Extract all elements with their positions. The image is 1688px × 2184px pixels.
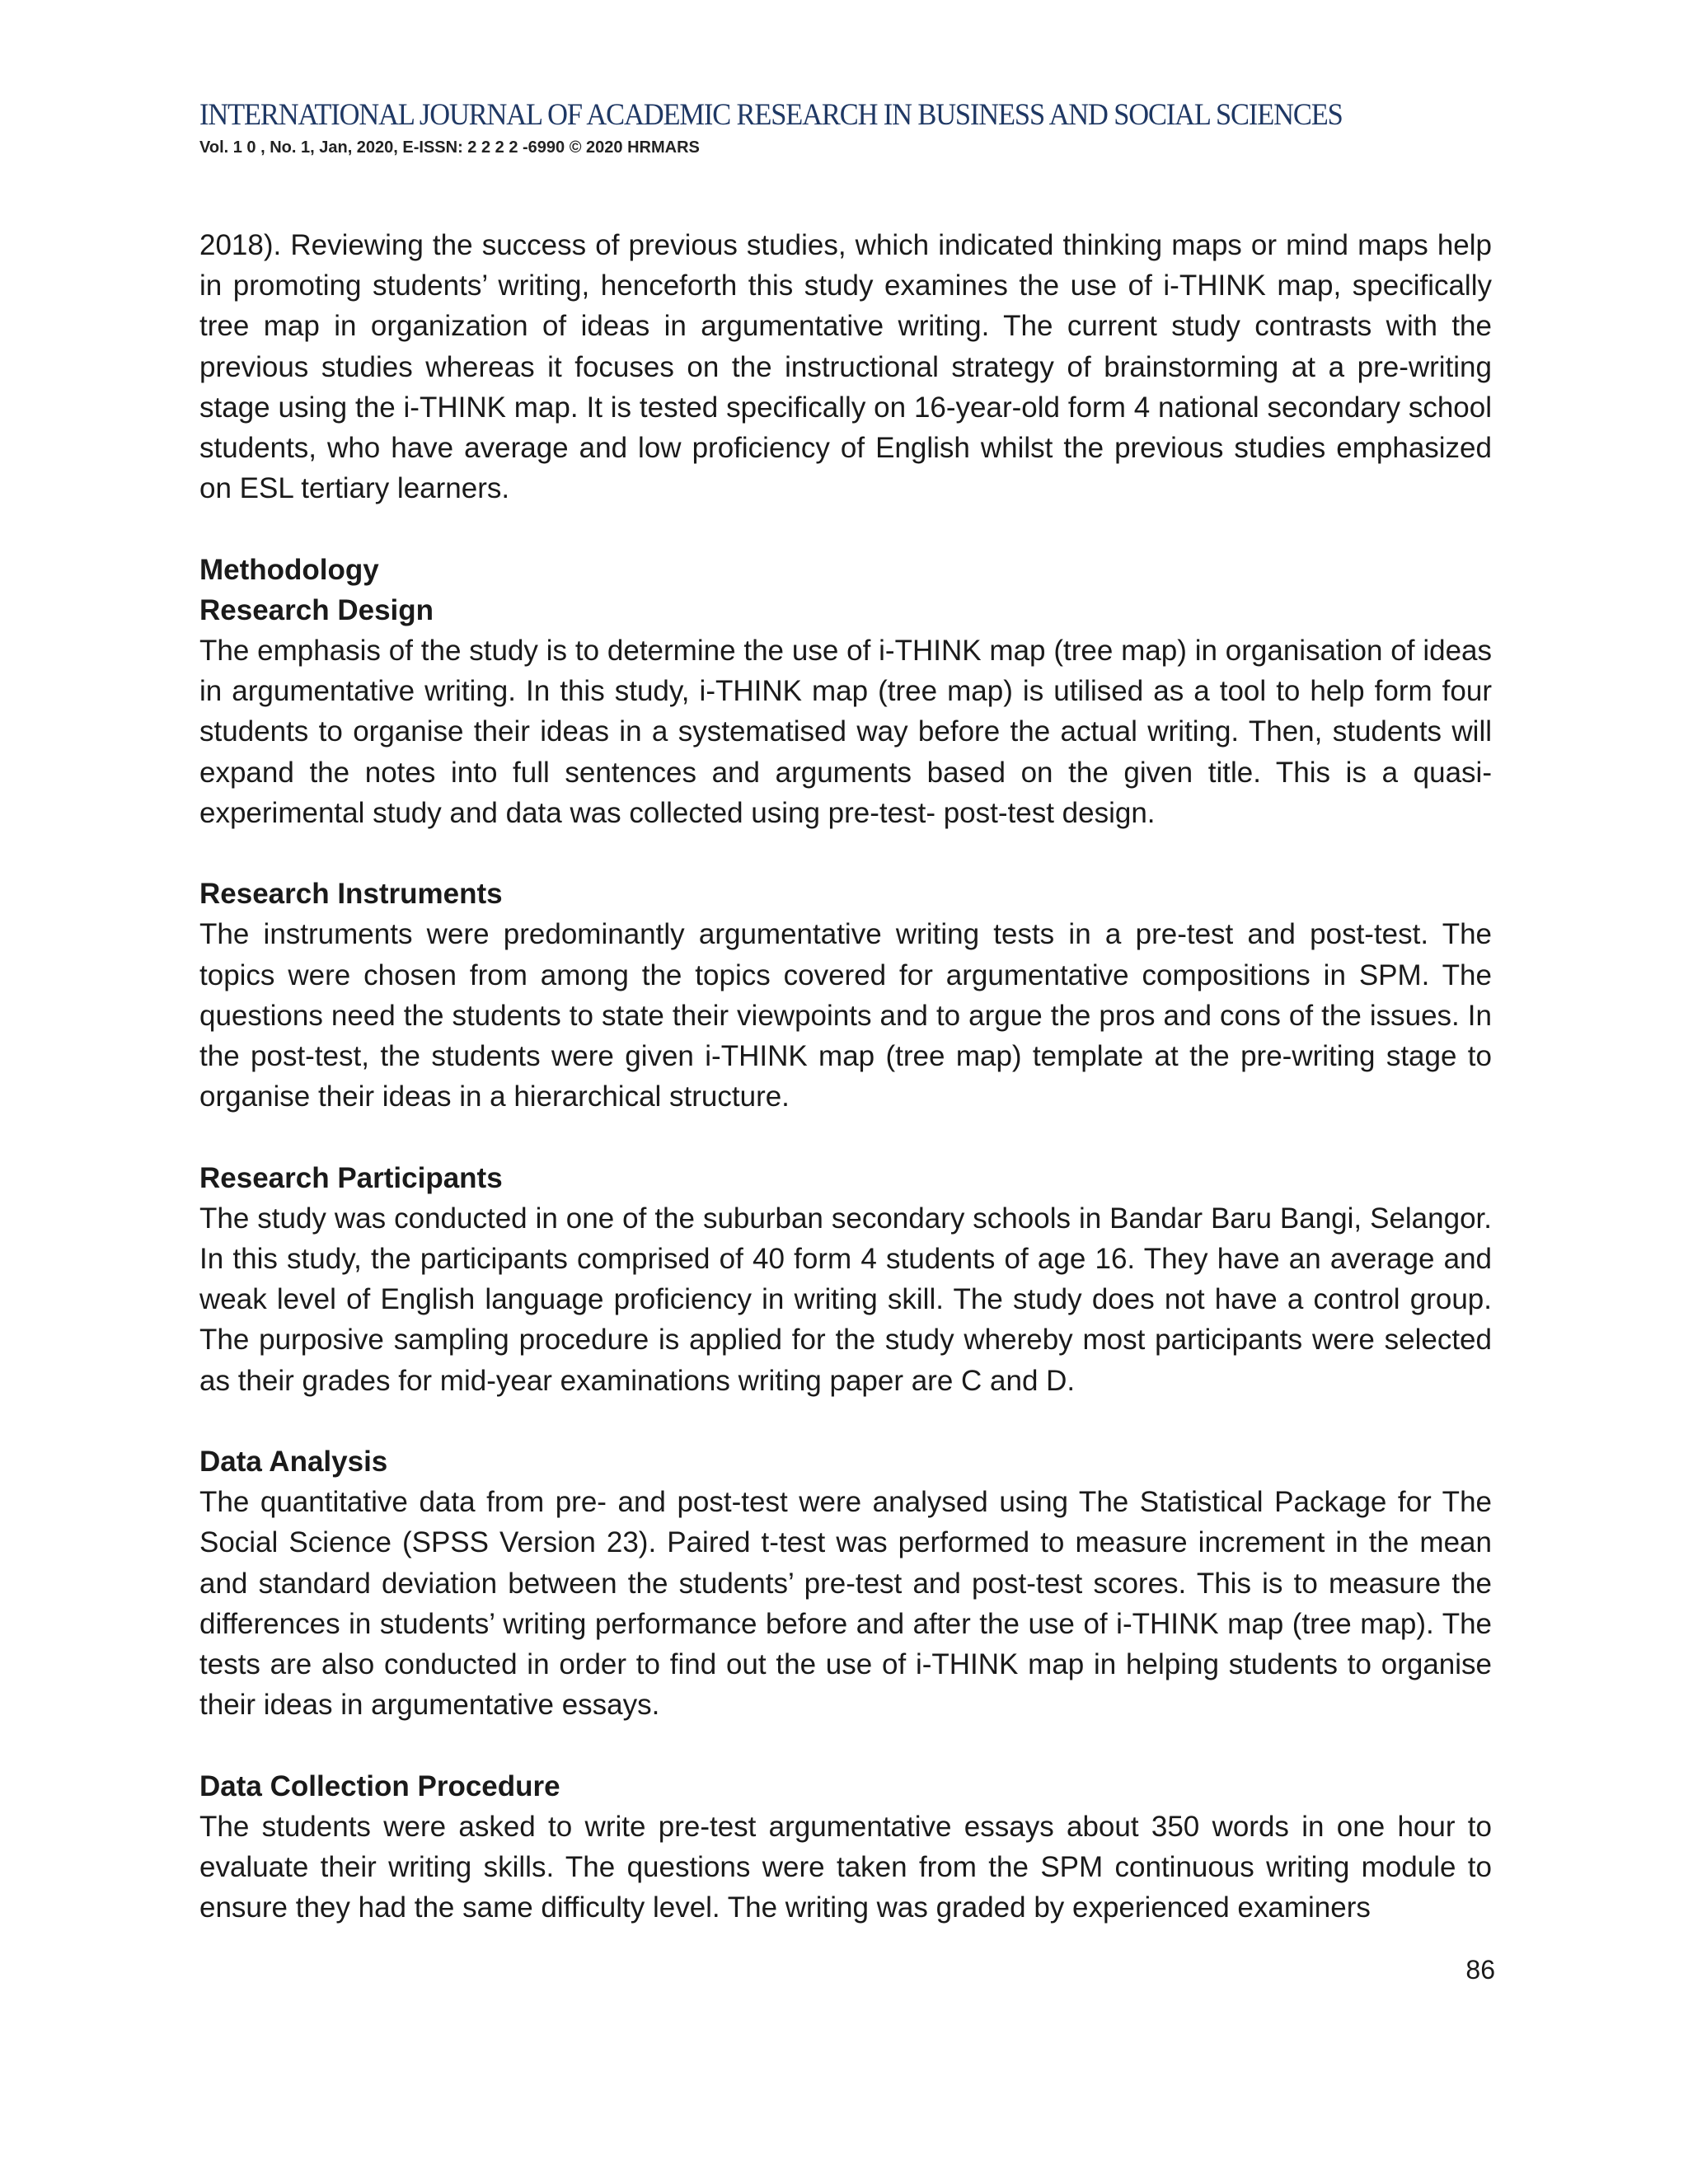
research-participants-heading: Research Participants [199,1161,503,1194]
journal-meta: Vol. 1 0 , No. 1, Jan, 2020, E-ISSN: 2 2 2 2 -6990 © 2020 HRMARS [199,138,700,157]
spacer [199,1117,1492,1157]
research-participants-text: The study was conducted in one of the suburban secondary schools in Bandar Baru Bangi, Selangor. In this study, the participants comprised of 40 form 4 students of age 16. They have an average and weak level of English language proficiency in writing skill. The study does not have a control group. The purposive sampling procedure is applied for the study whereby most participants were selected as their grades for mid-year examinations writing paper are C and D. [199,1202,1492,1397]
methodology-heading: Methodology [199,553,379,586]
spacer [199,1401,1492,1441]
data-collection-text: The students were asked to write pre-test argumentative essays about 350 words in one hour to evaluate their writing skills. The questions were taken from the SPM continuous writing module to ensure they had the same difficulty level. The writing was graded by experienced examiners [199,1810,1492,1924]
article-body [199,225,1492,1928]
spacer [199,833,1492,874]
journal-title: INTERNATIONAL JOURNAL OF ACADEMIC RESEARCH IN BUSINESS AND SOCIAL SCIENCES [199,98,1343,132]
page-number: 86 [1465,1955,1495,1985]
intro-paragraph: 2018). Reviewing the success of previous studies, which indicated thinking maps or mind maps help in promoting students’ writing, henceforth this study examines the use of i-THINK map, specifically tree map in organization of ideas in argumentative writing. The current study contrasts with the previous studies whereas it focuses on the instructional strategy of brainstorming at a pre-writing stage using the i-THINK map. It is tested specifically on 16-year-old form 4 national secondary school students, who have average and low proficiency of English whilst the previous studies emphasized on ESL tertiary learners. [199,229,1492,505]
page-header [199,97,1518,160]
data-collection-heading: Data Collection Procedure [199,1769,560,1802]
spacer [199,1725,1492,1765]
research-design-text: The emphasis of the study is to determine the use of i-THINK map (tree map) in organisation of ideas in argumentative writing. In this study, i-THINK map (tree map) is utilised as a tool to help form four students to organise their ideas in a systematised way before the actual writing. Then, students will expand the notes into full sentences and arguments based on the given title. This is a quasi-experimental study and data was collected using pre-test- post-test design. [199,635,1492,829]
research-instruments-heading: Research Instruments [199,878,503,911]
research-instruments-text: The instruments were predominantly argumentative writing tests in a pre-test and post-test. The topics were chosen from among the topics covered for argumentative compositions in SPM. The questions need the students to state their viewpoints and to argue the pros and cons of the issues. In the post-test, the students were given i-THINK map (tree map) template at the pre-writing stage to organise their ideas in a hierarchical structure. [199,918,1492,1113]
research-design-heading: Research Design [199,593,434,626]
data-analysis-heading: Data Analysis [199,1446,388,1479]
data-analysis-text: The quantitative data from pre- and post-test were analysed using The Statistical Package for The Social Science (SPSS Version 23). Paired t-test was performed to measure increment in the mean and standard deviation between the students’ pre-test and post-test scores. This is to measure the differences in students’ writing performance before and after the use of i-THINK map (tree map). The tests are also conducted in order to find out the use of i-THINK map in helping students to organise their ideas in argumentative essays. [199,1486,1492,1722]
spacer [199,509,1492,549]
